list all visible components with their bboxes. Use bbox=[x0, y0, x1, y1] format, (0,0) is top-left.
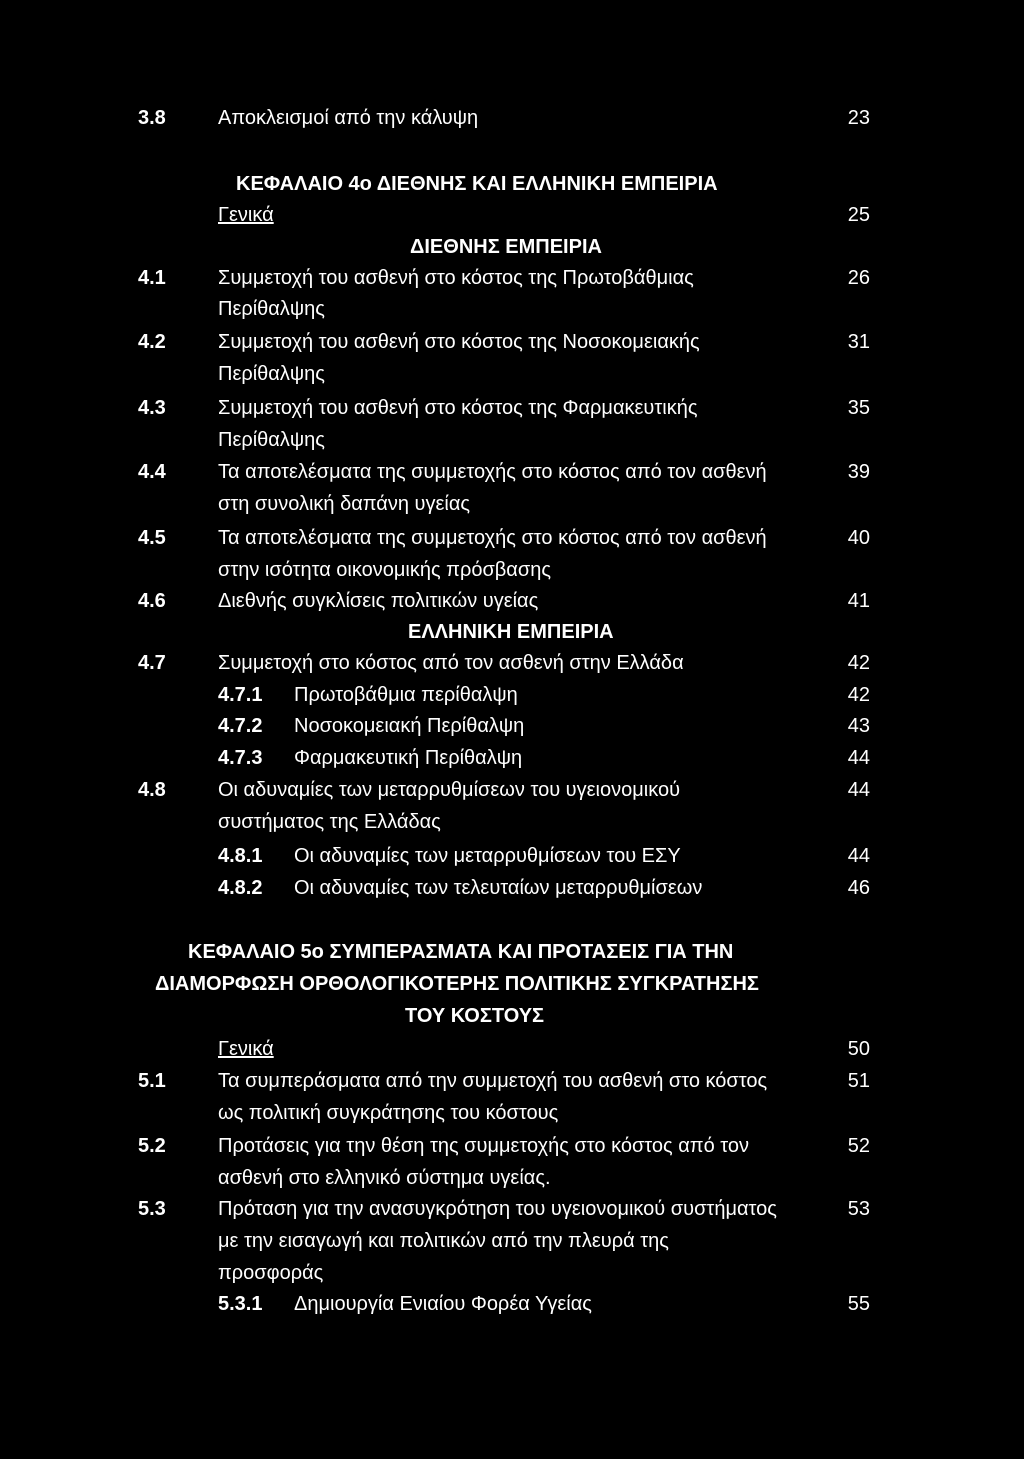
toc-title-line: στη συνολική δαπάνη υγείας bbox=[218, 493, 471, 515]
toc-number: 4.8.1 bbox=[218, 845, 263, 867]
toc-page: 44 bbox=[847, 845, 870, 867]
toc-title: Αποκλεισμοί από την κάλυψη bbox=[218, 107, 479, 129]
toc-number: 5.3.1 bbox=[218, 1293, 263, 1315]
toc-title: Πρωτοβάθμια περίθαλψη bbox=[294, 684, 518, 706]
toc-page: 55 bbox=[847, 1293, 870, 1315]
toc-number: 4.5 bbox=[138, 527, 166, 549]
toc-title: Οι αδυναμίες των μεταρρυθμίσεων του ΕΣΥ bbox=[294, 845, 681, 867]
toc-page: 51 bbox=[847, 1070, 870, 1092]
toc-page: 40 bbox=[847, 527, 870, 549]
toc-number: 5.2 bbox=[138, 1135, 166, 1157]
toc-title-line: Τα αποτελέσματα της συμμετοχής στο κόστος από τον ασθενή bbox=[218, 527, 767, 549]
toc-title-line: προσφοράς bbox=[218, 1262, 324, 1284]
toc-title-line: με την εισαγωγή και πολιτικών από την πλευρά της bbox=[218, 1230, 669, 1252]
toc-page: 31 bbox=[847, 331, 870, 353]
toc-page: 53 bbox=[847, 1198, 870, 1220]
toc-title-line: Προτάσεις για την θέση της συμμετοχής στο κόστος από τον bbox=[218, 1135, 750, 1157]
toc-page: 23 bbox=[847, 107, 870, 129]
toc-page: 41 bbox=[847, 590, 870, 612]
chapter-5-heading-line: ΤΟΥ ΚΟΣΤΟΥΣ bbox=[405, 1005, 545, 1027]
toc-number: 4.6 bbox=[138, 590, 166, 612]
toc-title-line: στην ισότητα οικονομικής πρόσβασης bbox=[218, 559, 551, 581]
toc-title-line: Περίθαλψης bbox=[218, 429, 325, 451]
toc-title-line: Συμμετοχή του ασθενή στο κόστος της Νοσοκομειακής bbox=[218, 331, 700, 353]
toc-number: 5.3 bbox=[138, 1198, 166, 1220]
toc-page: 35 bbox=[847, 397, 870, 419]
toc-title-line: Πρόταση για την ανασυγκρότηση του υγειονομικού συστήματος bbox=[218, 1198, 777, 1220]
chapter-4-heading: ΚΕΦΑΛΑΙΟ 4ο ΔΙΕΘΝΗΣ ΚΑΙ ΕΛΛΗΝΙΚΗ ΕΜΠΕΙΡΙΑ bbox=[236, 173, 718, 195]
toc-number: 4.2 bbox=[138, 331, 166, 353]
toc-page: 50 bbox=[847, 1038, 870, 1060]
toc-page: 25 bbox=[847, 204, 870, 226]
section-heading-greek: ΕΛΛΗΝΙΚΗ ΕΜΠΕΙΡΙΑ bbox=[408, 621, 614, 643]
toc-number: 4.7.3 bbox=[218, 747, 263, 769]
toc-title: Δημιουργία Ενιαίου Φορέα Υγείας bbox=[294, 1293, 592, 1315]
toc-number: 5.1 bbox=[138, 1070, 166, 1092]
toc-number: 4.1 bbox=[138, 267, 166, 289]
toc-number: 4.8 bbox=[138, 779, 166, 801]
toc-title-line: Συμμετοχή του ασθενή στο κόστος της Φαρμακευτικής bbox=[218, 397, 698, 419]
toc-page: 39 bbox=[847, 461, 870, 483]
toc-page: 46 bbox=[847, 877, 870, 899]
toc-number: 4.7 bbox=[138, 652, 166, 674]
toc-title-line: συστήματος της Ελλάδας bbox=[218, 811, 441, 833]
toc-number: 4.7.2 bbox=[218, 715, 263, 737]
toc-page: 44 bbox=[847, 779, 870, 801]
toc-general-link[interactable]: Γενικά bbox=[218, 1038, 274, 1060]
toc-number: 4.8.2 bbox=[218, 877, 263, 899]
chapter-5-heading-line: ΚΕΦΑΛΑΙΟ 5ο ΣΥΜΠΕΡΑΣΜΑΤΑ ΚΑΙ ΠΡΟΤΑΣΕΙΣ ΓΙΑ ΤΗΝ bbox=[188, 941, 734, 963]
toc-title-line: Οι αδυναμίες των μεταρρυθμίσεων του υγειονομικού bbox=[218, 779, 681, 801]
toc-title-line: ως πολιτική συγκράτησης του κόστους bbox=[218, 1102, 559, 1124]
toc-title-line: Περίθαλψης bbox=[218, 363, 325, 385]
chapter-5-heading-line: ΔΙΑΜΟΡΦΩΣΗ ΟΡΘΟΛΟΓΙΚΟΤΕΡΗΣ ΠΟΛΙΤΙΚΗΣ ΣΥΓΚΡΑΤΗΣΗΣ bbox=[155, 973, 759, 995]
toc-page: 42 bbox=[847, 652, 870, 674]
toc-number: 3.8 bbox=[138, 107, 166, 129]
toc-title-line: Τα συμπεράσματα από την συμμετοχή του ασθενή στο κόστος bbox=[218, 1070, 768, 1092]
toc-general-link[interactable]: Γενικά bbox=[218, 204, 274, 226]
toc-title-line: Τα αποτελέσματα της συμμετοχής στο κόστος από τον ασθενή bbox=[218, 461, 767, 483]
toc-page: 42 bbox=[847, 684, 870, 706]
section-heading-international: ΔΙΕΘΝΗΣ ΕΜΠΕΙΡΙΑ bbox=[410, 236, 602, 258]
toc-number: 4.7.1 bbox=[218, 684, 263, 706]
toc-title: Νοσοκομειακή Περίθαλψη bbox=[294, 715, 525, 737]
toc-title: Οι αδυναμίες των τελευταίων μεταρρυθμίσεων bbox=[294, 877, 703, 899]
toc-number: 4.3 bbox=[138, 397, 166, 419]
toc-title-line: ασθενή στο ελληνικό σύστημα υγείας. bbox=[218, 1167, 551, 1189]
toc-title: Διεθνής συγκλίσεις πολιτικών υγείας bbox=[218, 590, 539, 612]
toc-title: Φαρμακευτική Περίθαλψη bbox=[294, 747, 523, 769]
toc-page: 52 bbox=[847, 1135, 870, 1157]
toc-title-line: Περίθαλψης bbox=[218, 298, 325, 320]
toc-page: 44 bbox=[847, 747, 870, 769]
toc-page: 26 bbox=[847, 267, 870, 289]
toc-title-line: Συμμετοχή του ασθενή στο κόστος της Πρωτοβάθμιας bbox=[218, 267, 694, 289]
toc-title: Συμμετοχή στο κόστος από τον ασθενή στην Ελλάδα bbox=[218, 652, 684, 674]
toc-page: 43 bbox=[847, 715, 870, 737]
toc-number: 4.4 bbox=[138, 461, 166, 483]
